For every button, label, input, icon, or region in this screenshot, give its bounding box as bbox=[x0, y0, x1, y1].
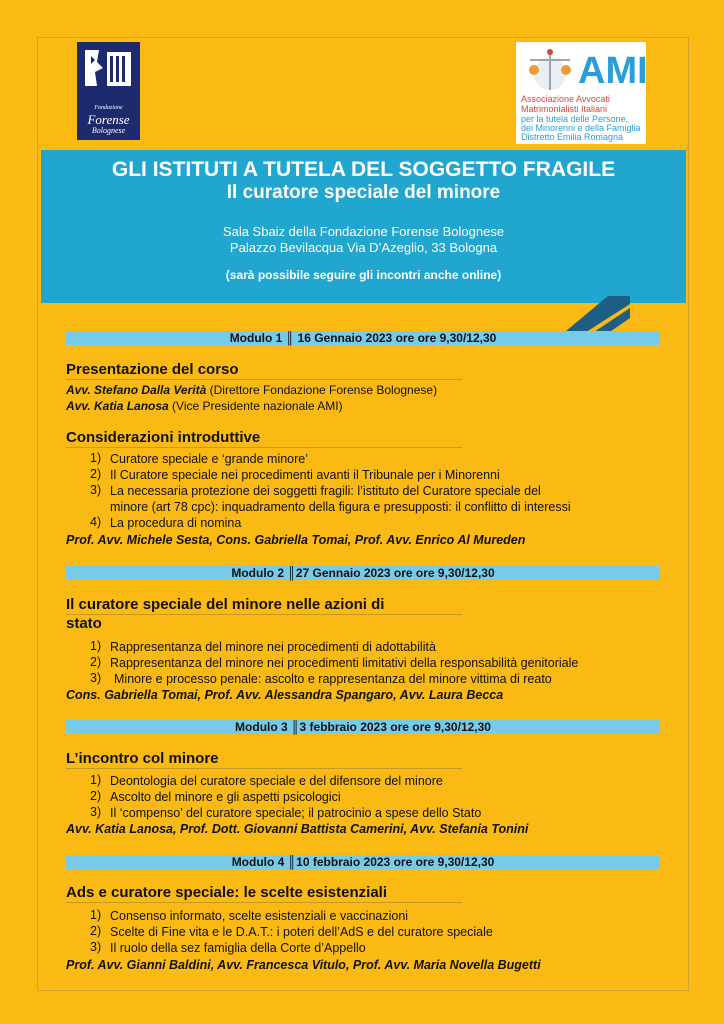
list-number: 3) bbox=[90, 805, 102, 819]
list-number: 1) bbox=[90, 639, 102, 653]
list-item: Minore e processo penale: ascolto e rappresentanza del minore vittima di reato bbox=[114, 672, 552, 686]
list-item: La necessaria protezione dei soggetti fragili: l’istituto del Curatore speciale del bbox=[110, 484, 541, 498]
list-number: 3) bbox=[90, 483, 102, 497]
page-title: GLI ISTITUTI A TUTELA DEL SOGGETTO FRAGILE bbox=[111, 158, 616, 181]
module-4-credits: Prof. Avv. Gianni Baldini, Avv. Francesca Vitulo, Prof. Avv. Maria Novella Bugetti bbox=[66, 958, 541, 972]
module-2-title-line1: Il curatore speciale del minore nelle azioni di bbox=[66, 596, 385, 613]
list-item: Il ruolo della sez famiglia della Corte d’Appello bbox=[110, 941, 366, 955]
module-3-credits: Avv. Katia Lanosa, Prof. Dott. Giovanni Battista Camerini, Avv. Stefania Tonini bbox=[66, 822, 529, 836]
list-item: Ascolto del minore e gli aspetti psicologici bbox=[110, 790, 341, 804]
list-number: 1) bbox=[90, 451, 102, 465]
ami-line-2: Matrimonialisti Italiani bbox=[521, 104, 608, 114]
module-2-title-line2: stato bbox=[66, 615, 102, 632]
online-note: (sarà possibile seguire gli incontri anche online) bbox=[225, 268, 502, 282]
ami-logo bbox=[516, 42, 646, 144]
ffb-line1: Fondazione bbox=[94, 105, 123, 111]
ami-line-4: dei Minorenni e della Famiglia bbox=[521, 123, 641, 133]
list-number: 2) bbox=[90, 467, 102, 481]
list-number: 1) bbox=[90, 908, 102, 922]
divider bbox=[66, 768, 462, 769]
list-item: Il ‘compenso’ del curatore speciale; il patrocinio a spese dello Stato bbox=[110, 806, 482, 820]
module-3-title: L’incontro col minore bbox=[66, 750, 219, 767]
module-2-bar: Modulo 2 ║27 Gennaio 2023 ore ore 9,30/12,30 bbox=[66, 566, 660, 580]
speaker-2 bbox=[66, 399, 343, 413]
list-number: 1) bbox=[90, 773, 102, 787]
list-item-continued: minore (art 78 cpc): inquadramento della figura e presupposti: il conflitto di interessi bbox=[110, 500, 571, 514]
list-item: Rappresentanza del minore nei procedimenti limitativi della responsabilità genitoriale bbox=[110, 656, 579, 670]
list-number: 2) bbox=[90, 924, 102, 938]
list-item: Deontologia del curatore speciale e del difensore del minore bbox=[110, 774, 443, 788]
section-presentazione-title: Presentazione del corso bbox=[66, 361, 239, 378]
list-item: Il Curatore speciale nei procedimenti avanti il Tribunale per i Minorenni bbox=[110, 468, 500, 482]
corner-stripes-icon bbox=[560, 296, 630, 336]
ffb-line3: Bolognese bbox=[91, 126, 126, 135]
list-number: 2) bbox=[90, 655, 102, 669]
list-number: 4) bbox=[90, 515, 102, 529]
list-item: Scelte di Fine vita e le D.A.T.: i poteri dell’AdS e del curatore speciale bbox=[110, 925, 493, 939]
venue-line-2: Palazzo Bevilacqua Via D’Azeglio, 33 Bologna bbox=[229, 240, 498, 255]
list-number: 3) bbox=[90, 671, 102, 685]
divider bbox=[66, 379, 462, 380]
ami-wordmark: AMI bbox=[578, 50, 648, 92]
divider bbox=[66, 614, 462, 615]
list-number: 2) bbox=[90, 789, 102, 803]
speaker-1-role: (Direttore Fondazione Forense Bolognese) bbox=[206, 383, 438, 397]
module-3-bar: Modulo 3 ║3 febbraio 2023 ore ore 9,30/12,30 bbox=[66, 720, 660, 734]
speaker-1 bbox=[66, 383, 437, 397]
list-item: Consenso informato, scelte esistenziali e vaccinazioni bbox=[110, 909, 409, 923]
speaker-1-name: Avv. Stefano Dalla Verità bbox=[66, 383, 207, 397]
list-item: Curatore speciale e ‘grande minore’ bbox=[110, 452, 309, 466]
ami-line-1: Associazione Avvocati bbox=[521, 94, 610, 104]
venue-line-1: Sala Sbaiz della Fondazione Forense Bolognese bbox=[222, 224, 505, 239]
module-2-credits: Cons. Gabriella Tomai, Prof. Avv. Alessandra Spangaro, Avv. Laura Becca bbox=[66, 688, 504, 702]
ffb-line2: Forense bbox=[87, 112, 130, 127]
scales-icon bbox=[520, 46, 580, 96]
divider bbox=[66, 447, 462, 448]
module-4-title: Ads e curatore speciale: le scelte esistenziali bbox=[66, 884, 387, 901]
section-considerazioni-title: Considerazioni introduttive bbox=[66, 429, 261, 446]
page-subtitle: Il curatore speciale del minore bbox=[226, 182, 501, 203]
module-4-bar: Modulo 4 ║10 febbraio 2023 ore ore 9,30/12,30 bbox=[66, 855, 660, 869]
speaker-2-role: (Vice Presidente nazionale AMI) bbox=[168, 399, 343, 413]
list-number: 3) bbox=[90, 940, 102, 954]
speaker-2-name: Avv. Katia Lanosa bbox=[66, 399, 169, 413]
list-item: Rappresentanza del minore nei procedimenti di adottabilità bbox=[110, 640, 436, 654]
ami-line-5: Distretto Emilia Romagna bbox=[521, 132, 624, 142]
ffb-logo bbox=[77, 42, 140, 140]
list-item: La procedura di nomina bbox=[110, 516, 242, 530]
ffb-emblem-icon bbox=[77, 42, 140, 102]
module-1-bar: Modulo 1 ║ 16 Gennaio 2023 ore ore 9,30/12,30 bbox=[66, 331, 660, 345]
module-1-credits: Prof. Avv. Michele Sesta, Cons. Gabriella Tomai, Prof. Avv. Enrico Al Mureden bbox=[66, 533, 526, 547]
divider bbox=[66, 902, 462, 903]
ami-line-3: per la tutela delle Persone, bbox=[521, 114, 629, 124]
venue-text bbox=[41, 224, 686, 256]
